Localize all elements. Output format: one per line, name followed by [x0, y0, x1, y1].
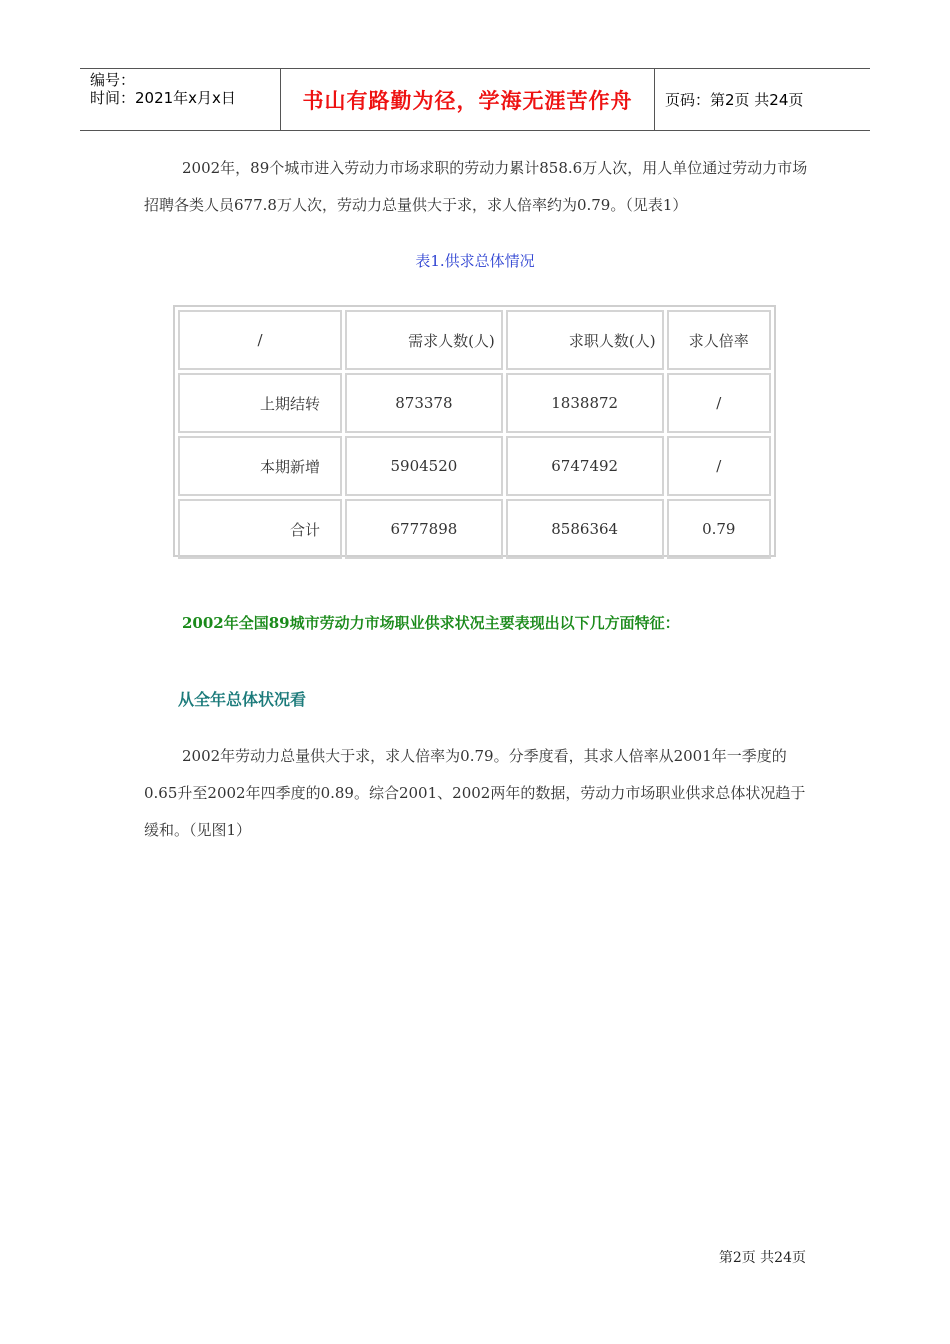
table-header-cell: 求职人数(人) [506, 310, 664, 370]
table-row [178, 499, 771, 559]
page-footer: 第2页 共24页 [718, 1250, 806, 1266]
table-cell: 6747492 [506, 436, 664, 496]
table-header-cell: 需求人数(人) [345, 310, 503, 370]
table-caption: 表1.供求总体情况 [415, 252, 535, 270]
table-cell: 873378 [345, 373, 503, 433]
table-cell: 上期结转 [178, 373, 342, 433]
table-cell: 0.79 [667, 499, 771, 559]
subsection-heading-overall: 从全年总体状况看 [178, 690, 307, 709]
table-header-cell: 求人倍率 [667, 310, 771, 370]
paragraph-overall: 2002年劳动力总量供大于求，求人倍率为0.79。分季度看，其求人倍率从2001年一季度的0.65升至2002年四季度的0.89。综合2001、2002两年的数据，劳动力市场职业供求总体状况趋于缓和。（见图1） [144, 747, 806, 839]
table-header-cell: / [178, 310, 342, 370]
code-label: 编号： [90, 71, 136, 89]
time-label: 时间：2021年x月x日 [90, 89, 236, 107]
header-page-info: 页码：第2页 共24页 [665, 91, 804, 109]
supply-demand-table [173, 305, 776, 557]
table-cell: 合计 [178, 499, 342, 559]
header-meta [80, 69, 281, 130]
section-heading-features: 2002年全国89城市劳动力市场职业供求状况主要表现出以下几方面特征： [182, 614, 680, 632]
table-cell: / [667, 373, 771, 433]
page-header [80, 68, 870, 131]
table-cell: 5904520 [345, 436, 503, 496]
table-cell: 本期新增 [178, 436, 342, 496]
table-row [178, 373, 771, 433]
table-cell: 6777898 [345, 499, 503, 559]
header-motto: 书山有路勤为径，学海无涯苦作舟 [281, 69, 655, 130]
table-cell: / [667, 436, 771, 496]
table-row [178, 436, 771, 496]
table-cell: 8586364 [506, 499, 664, 559]
table-header-row [178, 310, 771, 370]
paragraph-intro: 2002年，89个城市进入劳动力市场求职的劳动力累计858.6万人次，用人单位通过劳动力市场招聘各类人员677.8万人次，劳动力总量供大于求，求人倍率约为0.79。（见表1） [144, 159, 808, 214]
table-cell: 1838872 [506, 373, 664, 433]
